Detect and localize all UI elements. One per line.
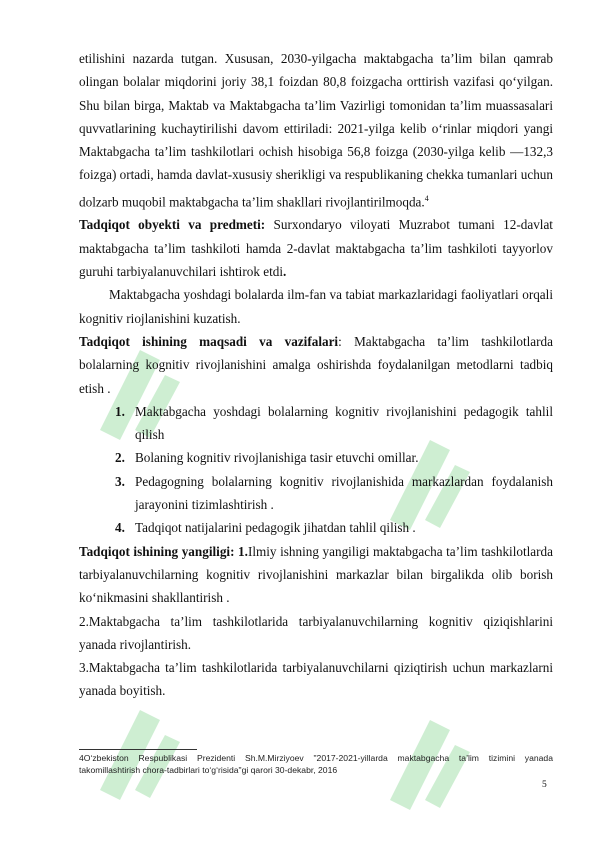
list-item: 1. Maktabgacha yoshdagi bolalarning kognitiv rivojlanishini pedagogik tahlil qilish: [115, 403, 553, 443]
paragraph-novelty: Tadqiqot ishining yangiligi: 1.Ilmiy ishning yangiligi maktabgacha ta’lim tashkilotlarda tarbiyalanuvchilarning kognitiv rivojlanishini markazlar bilan birgalikda olib borish ko‘nikmasini shakllantirish .: [79, 543, 553, 606]
list-item: 2. Bolaning kognitiv rivojlanishiga tasir etuvchi omillar.: [115, 450, 419, 466]
object-label: Tadqiqot obyekti va predmeti:: [79, 217, 266, 233]
paragraph-novelty-2: 2.Maktabgacha ta’lim tashkilotlarida tarbiyalanuvchilarning kognitiv qiziqishlarini yanada rivojlantirish.: [79, 613, 553, 652]
list-item: 4. Tadqiqot natijalarini pedagogik jihatdan tahlil qilish .: [115, 520, 416, 536]
novelty-label: Tadqiqot ishining yangiligi: 1.: [79, 543, 248, 559]
page-number: 5: [542, 780, 547, 790]
paragraph-intro: etilishini nazarda tutgan. Xususan, 2030-yilgacha maktabgacha ta’lim bilan qamrab olingan bolalar miqdorini joriy 38,1 foizdan 80,8 foizgacha orttirish vazifasi qo‘yilgan. Shu bilan birga, Maktab va Maktabgacha ta’lim Vazirligi tomonidan ta’lim muassasalari quvvatlarining kuchaytirilishi davom ettiriladi: 2021-yilga kelib o‘rinlar miqdori yangi Maktabgacha ta’lim tashkilotlari ochish hisobiga 56,8 foizga (2030-yilga kelib —132,3 foizga) ortadi, hamda davlat-xususiy sherikligi va respublikaning chekka tumanlari uchun dolzarb muqobil maktabgacha ta’lim shakllari rivojlantirilmoqda.$^4$: [79, 51, 553, 210]
goals-label: Tadqiqot ishining maqsadi va vazifalari: [79, 333, 339, 349]
tasks-list: [79, 400, 553, 540]
footnote-divider: [79, 749, 197, 750]
page-body: [79, 47, 553, 703]
paragraph-object: Tadqiqot obyekti va predmeti: Surxondaryo viloyati Muzrabot tumani 12-davlat maktabgacha ta’lim tashkiloti hamda 2-davlat maktabgacha ta’lim tashkiloti tayyorlov guruhi tarbiyalanuvchilari ishtirok etdi.: [79, 217, 553, 280]
paragraph-novelty-3: 3.Maktabgacha ta’lim tashkilotlarida tarbiyalanuvchilarni qiziqtirish uchun markazlarni yanada boyitish.: [79, 660, 553, 699]
footnote: 4O‘zbekiston Respublikasi Prezidenti Sh.M.Mirziyoev "2017-2021-yillarda maktabgacha ta’lim tizimini yanada takomillashtirish chora-tadbirlari to‘g‘risida"gi qarori 30-dekabr, 2016: [79, 753, 553, 775]
paragraph-observation: Maktabgacha yoshdagi bolalarda ilm-fan va tabiat markazlaridagi faoliyatlari orqali kognitiv riojlanishini kuzatish.: [79, 287, 553, 326]
paragraph-goals: Tadqiqot ishining maqsadi va vazifalari: Maktabgacha ta’lim tashkilotlarda bolalarning kognitiv rivojlanishini amalga oshirishda foydalanilgan metodlarni tadbiq etish .: [79, 333, 553, 396]
list-item: 3. Pedagogning bolalarning kognitiv rivojlanishida markazlardan foydalanish jarayonini tizimlashtirish .: [115, 473, 553, 513]
